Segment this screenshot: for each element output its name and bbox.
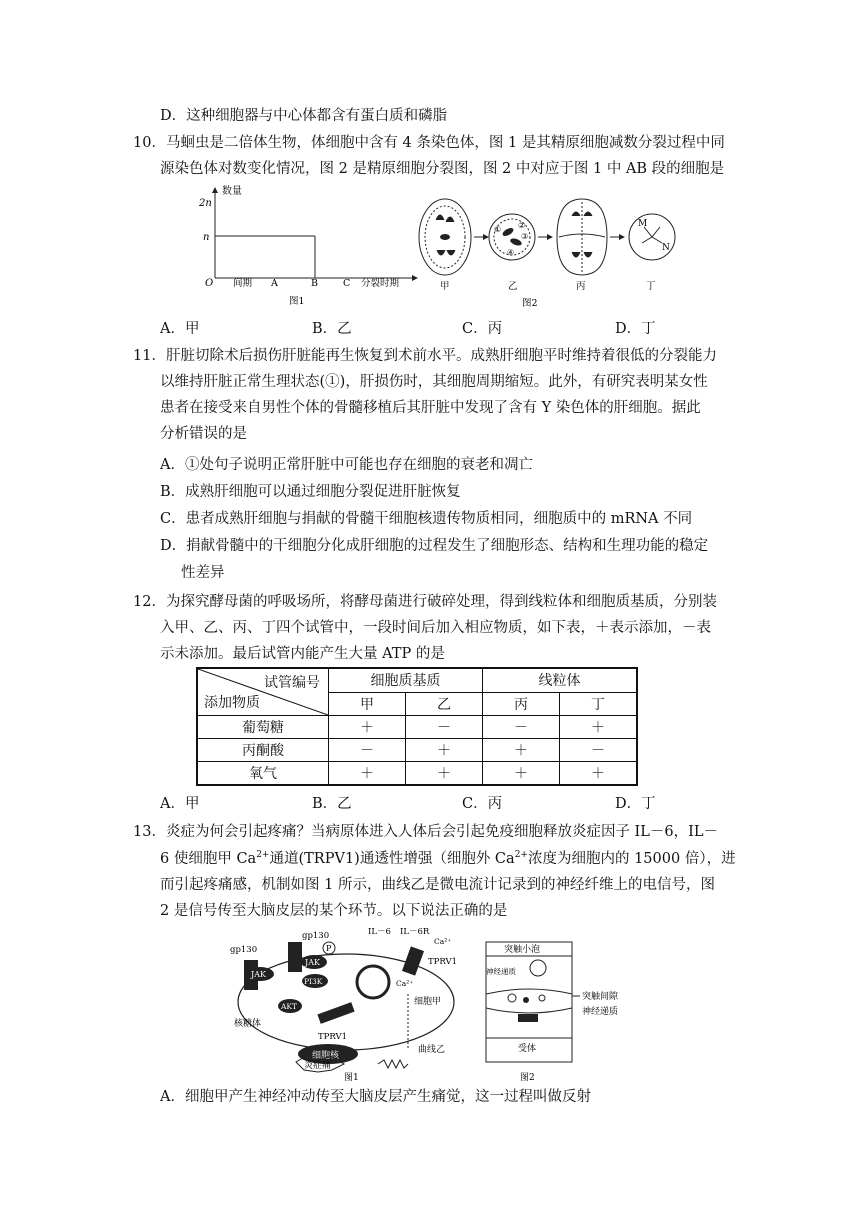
label-transmitter-a: 神经递质 <box>486 967 516 976</box>
num-2: ② <box>518 221 526 230</box>
label-ding: 丁 <box>646 281 656 292</box>
label-transmitter-b: 神经递质 <box>582 1007 619 1017</box>
q12-table <box>196 667 638 786</box>
q11-stem-line1: 11．肝脏切除术后损伤肝脏能再生恢复到术前水平。成熟肝细胞平时维持着很低的分裂能力 <box>133 348 717 364</box>
label-p: P <box>326 944 332 953</box>
y-axis-label: 数量 <box>222 186 242 197</box>
letter-n: N <box>662 243 670 253</box>
row-label-oxygen: 氧气 <box>197 762 329 786</box>
table-cell: ＋ <box>483 739 560 762</box>
num-1: ① <box>494 225 502 234</box>
figure1-caption: 图1 <box>289 296 305 307</box>
label-gp130-b: gp130 <box>302 931 330 941</box>
label-il6r: IL－6R <box>400 927 430 937</box>
table-cell: ＋ <box>483 762 560 786</box>
table-cell: － <box>329 739 406 762</box>
label-yi: 乙 <box>508 281 518 292</box>
cell-ding <box>629 214 675 260</box>
q12-stem-line1: 12．为探究酵母菌的呼吸场所，将酵母菌进行破碎处理，得到线粒体和细胞质基质，分别装 <box>133 594 717 610</box>
label-cleft: 突触间隙 <box>582 992 619 1002</box>
label-trpv1-b: TPRV1 <box>428 957 458 967</box>
num-3: ③ <box>521 232 529 241</box>
x-tick-c: C <box>343 278 351 289</box>
group-mitochondria: 线粒体 <box>483 668 638 692</box>
q10-figure2 <box>412 192 702 312</box>
label-ca-b: Ca²⁺ <box>396 979 414 988</box>
cell-bing <box>557 199 607 275</box>
q12-option-a[interactable]: A．甲 <box>160 796 200 812</box>
table-cell: ＋ <box>406 739 483 762</box>
q13-option-a[interactable]: A．细胞甲产生神经冲动传至大脑皮层产生痛觉，这一过程叫做反射 <box>160 1089 591 1105</box>
y-tick-2n: 2n <box>199 198 212 209</box>
x-tick-a: A <box>271 278 278 289</box>
tube-ding: 丁 <box>560 692 638 716</box>
q10-stem-line1: 10．马蛔虫是二倍体生物，体细胞中含有 4 条染色体，图 1 是其精原细胞减数分裂过程中同 <box>133 135 725 151</box>
q10-stem-line2: 源染色体对数变化情况，图 2 是精原细胞分裂图，图 2 中对应于图 1 中 AB 段的细胞是 <box>160 161 725 177</box>
label-il6: IL－6 <box>368 927 391 937</box>
q11-stem-line4: 分析错误的是 <box>160 426 247 442</box>
group-cytosol: 细胞质基质 <box>329 668 483 692</box>
q12-option-c[interactable]: C．丙 <box>462 796 503 812</box>
corner-bottom-label: 添加物质 <box>204 695 260 711</box>
row-label-pyruvate: 丙酮酸 <box>197 739 329 762</box>
tube-jia: 甲 <box>329 692 406 716</box>
q12-stem-line3: 示未添加。最后试管内能产生大量 ATP 的是 <box>160 646 445 662</box>
q13-figure2 <box>482 938 672 1084</box>
tube-yi: 乙 <box>406 692 483 716</box>
label-ca-a: Ca²⁺ <box>434 937 452 946</box>
label-pi3k: PI3K <box>304 977 323 986</box>
figure1-caption: 图1 <box>344 1073 359 1083</box>
q11-option-a[interactable]: A．①处句子说明正常肝脏中可能也存在细胞的衰老和凋亡 <box>160 457 533 473</box>
q12-option-b[interactable]: B．乙 <box>312 796 352 812</box>
q10-option-b[interactable]: B．乙 <box>312 321 352 337</box>
row-label-glucose: 葡萄糖 <box>197 716 329 739</box>
q11-option-c[interactable]: C．患者成熟肝细胞与捐献的骨髓干细胞核遗传物质相同，细胞质中的 mRNA 不同 <box>160 511 693 527</box>
q10-option-d[interactable]: D．丁 <box>615 321 656 337</box>
q11-stem-line3: 患者在接受来自男性个体的骨髓移植后其肝脏中发现了含有 Y 染色体的肝细胞。据此 <box>160 400 701 416</box>
q12-stem-line2: 入甲、乙、丙、丁四个试管中，一段时间后加入相应物质，如下表，＋表示添加，－表 <box>160 620 711 636</box>
origin-label: O <box>205 278 214 289</box>
label-trpv1-a: TPRV1 <box>318 1032 348 1042</box>
q12-option-d[interactable]: D．丁 <box>615 796 656 812</box>
table-corner <box>197 668 329 716</box>
x-tick-interphase: 间期 <box>233 278 253 289</box>
figure2-caption: 图2 <box>522 298 538 309</box>
q13-stem-line1: 13．炎症为何会引起疼痛？当病原体进入人体后会引起免疫细胞释放炎症因子 IL－6，IL－ <box>133 824 718 840</box>
table-cell: ＋ <box>406 762 483 786</box>
x-tick-b: B <box>311 278 318 289</box>
q10-option-c[interactable]: C．丙 <box>462 321 503 337</box>
figure2-caption: 图2 <box>520 1073 535 1083</box>
x-axis-label: 分裂时期 <box>361 278 400 289</box>
cell-jia <box>419 199 471 275</box>
label-receptor: 受体 <box>518 1044 537 1054</box>
label-jia: 甲 <box>440 281 450 292</box>
table-cell: － <box>483 716 560 739</box>
label-pain: 炎症痛 <box>304 1061 332 1071</box>
q9-option-d: D．这种细胞器与中心体都含有蛋白质和磷脂 <box>160 108 448 124</box>
label-vesicle: 突触小泡 <box>504 945 541 955</box>
q13-stem-line2: 6 使细胞甲 $Ca^{2+}$通道(TRPV1)通透性增强（细胞外 $Ca^{2+}$浓度为细胞内的 15000 倍），进 <box>160 850 736 867</box>
receptor-b <box>288 942 302 972</box>
label-jak-a: JAK <box>251 970 266 979</box>
q13-figure1 <box>228 924 478 1084</box>
q11-option-d-line1[interactable]: D．捐献骨髓中的干细胞分化成肝细胞的过程发生了细胞形态、结构和生理功能的稳定 <box>160 538 709 554</box>
label-bing: 丙 <box>576 281 586 292</box>
label-nucleus: 细胞核 <box>312 1051 340 1061</box>
q11-option-d-line2: 性差异 <box>181 565 225 581</box>
q13-stem-line4: 2 是信号传至大脑皮层的某个环节。以下说法正确的是 <box>160 903 508 919</box>
table-cell: ＋ <box>329 716 406 739</box>
q13-stem-line3: 而引起疼痛感，机制如图 1 所示，曲线乙是微电流计记录到的神经纤维上的电信号，图 <box>160 877 715 893</box>
table-cell: ＋ <box>329 762 406 786</box>
q11-stem-line2: 以维持肝脏正常生理状态(①)，肝损伤时，其细胞周期缩短。此外，有研究表明某女性 <box>160 374 708 390</box>
label-gp130-a: gp130 <box>230 945 258 955</box>
tube-bing: 丙 <box>483 692 560 716</box>
label-jak-b: JAK <box>305 958 320 967</box>
q10-option-a[interactable]: A．甲 <box>160 321 200 337</box>
label-akt: AKT <box>281 1002 298 1011</box>
label-cell-jia: 细胞甲 <box>414 997 442 1007</box>
q10-figure1 <box>195 182 420 312</box>
q11-option-b[interactable]: B．成熟肝细胞可以通过细胞分裂促进肝脏恢复 <box>160 484 461 500</box>
num-4: ④ <box>507 248 515 257</box>
table-cell: ＋ <box>560 762 638 786</box>
label-ribosome: 核糖体 <box>234 1019 262 1029</box>
label-curve-yi: 曲线乙 <box>418 1045 446 1055</box>
table-cell: ＋ <box>560 716 638 739</box>
corner-top-label: 试管编号 <box>264 675 320 691</box>
y-tick-n: n <box>203 232 210 243</box>
letter-m: M <box>638 219 648 229</box>
cell-yi <box>489 214 535 260</box>
table-cell: － <box>406 716 483 739</box>
table-cell: － <box>560 739 638 762</box>
